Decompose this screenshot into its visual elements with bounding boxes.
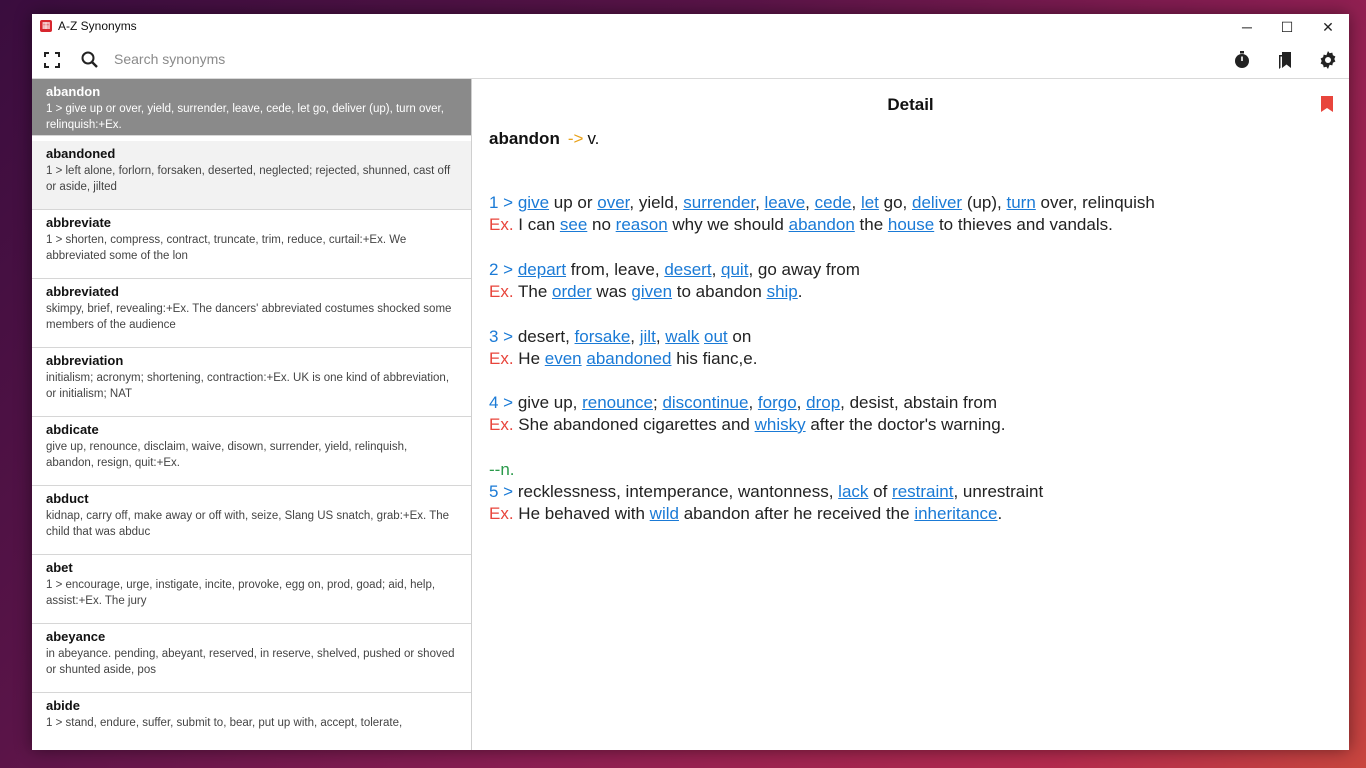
sense-text: . xyxy=(797,282,803,301)
synonym-link[interactable]: deliver xyxy=(912,193,963,212)
synonym-link[interactable]: let xyxy=(860,193,879,212)
sense-text: ; xyxy=(653,393,663,412)
list-item-word: abandoned xyxy=(46,146,116,161)
example-label: Ex. xyxy=(489,504,519,523)
word-list[interactable] xyxy=(32,79,472,750)
title-bar xyxy=(32,14,1349,40)
sense-example-3 xyxy=(489,348,757,370)
list-item-word: abide xyxy=(46,698,80,713)
synonym-link[interactable]: see xyxy=(559,215,588,234)
sense-text: after the doctor's warning. xyxy=(805,415,1006,434)
list-item-definition: in abeyance. pending, abeyant, reserved, in reserve, shelved, pushed or shoved or shunted aside, pos xyxy=(46,648,455,676)
sense-text: , unrestraint xyxy=(953,482,1044,501)
sense-text: of xyxy=(868,482,893,501)
sense-number: 1 > xyxy=(489,193,518,212)
sense-text: I can xyxy=(518,215,560,234)
list-item-word: abduct xyxy=(46,491,89,506)
list-item-abbreviated[interactable] xyxy=(32,279,471,348)
sense-text: , xyxy=(796,393,807,412)
sense-text: He xyxy=(518,349,545,368)
list-item-word: abbreviate xyxy=(46,215,112,230)
sense-text: , desist, abstain from xyxy=(840,393,997,412)
headword-arrow: -> xyxy=(567,129,584,148)
sense-example-1 xyxy=(489,214,1113,236)
sense-example-5 xyxy=(489,503,1002,525)
sense-example-2 xyxy=(489,281,802,303)
list-item-definition: 1 > give up or over, yield, surrender, leave, cede, let go, deliver (up), turn over, relinquish:+Ex. xyxy=(46,103,444,131)
list-item-word: abbreviation xyxy=(46,353,124,368)
app-logo-icon: ▦ xyxy=(41,21,51,31)
minimize-button[interactable]: ─ xyxy=(1242,19,1252,35)
search-input[interactable] xyxy=(114,47,714,71)
bookmark-icon[interactable] xyxy=(1320,95,1334,113)
list-item-word: abdicate xyxy=(46,422,99,437)
synonym-link[interactable]: out xyxy=(704,327,728,346)
list-item-word: abbreviated xyxy=(46,284,119,299)
synonym-link[interactable]: order xyxy=(552,282,592,301)
synonym-link[interactable]: wild xyxy=(649,504,679,523)
synonym-link[interactable]: abandon xyxy=(788,215,855,234)
list-item-abandoned[interactable] xyxy=(32,141,471,210)
sense-text: from, leave, xyxy=(566,260,665,279)
sense-text: abandon after he received the xyxy=(678,504,915,523)
synonym-link[interactable]: drop xyxy=(806,393,841,412)
synonym-link[interactable]: forsake xyxy=(574,327,631,346)
sense-text: , xyxy=(711,260,722,279)
close-button[interactable]: ✕ xyxy=(1322,19,1334,35)
synonym-link[interactable]: turn xyxy=(1006,193,1036,212)
headword-pos: v. xyxy=(587,129,600,148)
sense-example-4 xyxy=(489,414,1005,436)
list-item-definition: initialism; acronym; shortening, contraction:+Ex. UK is one kind of abbreviation, or initialism; NAT xyxy=(46,372,450,400)
synonym-link[interactable]: walk xyxy=(665,327,700,346)
part-of-speech-label: --n. xyxy=(489,460,515,479)
sense-text: . xyxy=(997,504,1003,523)
synonym-link[interactable]: give xyxy=(517,193,550,212)
list-item-abide[interactable] xyxy=(32,693,471,750)
synonym-link[interactable]: restraint xyxy=(892,482,954,501)
synonym-link[interactable]: renounce xyxy=(582,393,653,412)
list-item-definition: 1 > stand, endure, suffer, submit to, bear, put up with, accept, tolerate, xyxy=(46,717,403,729)
sense-text: He behaved with xyxy=(518,504,650,523)
synonym-link[interactable]: abandoned xyxy=(586,349,672,368)
synonym-link[interactable]: given xyxy=(631,282,673,301)
list-item-definition: 1 > encourage, urge, instigate, incite, provoke, egg on, prod, goad; aid, help, assist:+Ex. The jury xyxy=(46,579,436,607)
list-item-abduct[interactable] xyxy=(32,486,471,555)
synonym-link[interactable]: desert xyxy=(664,260,712,279)
sense-text: to thieves and vandals. xyxy=(934,215,1113,234)
sense-text: recklessness, intemperance, wantonness, xyxy=(517,482,839,501)
list-item-definition: 1 > shorten, compress, contract, truncate, trim, reduce, curtail:+Ex. We abbreviated some of the lon xyxy=(46,234,407,262)
sense-text: up or xyxy=(549,193,598,212)
sense-text: , xyxy=(748,393,758,412)
list-item-abbreviation[interactable] xyxy=(32,348,471,417)
sense-text: (up), xyxy=(962,193,1007,212)
sense-number: 5 > xyxy=(489,482,518,501)
sense-synonyms-5 xyxy=(489,481,1043,503)
synonym-link[interactable]: forgo xyxy=(757,393,797,412)
synonym-link[interactable]: lack xyxy=(838,482,869,501)
toolbar xyxy=(32,40,1349,78)
example-label: Ex. xyxy=(489,349,519,368)
synonym-link[interactable]: leave xyxy=(764,193,806,212)
window-title: A-Z Synonyms xyxy=(58,19,137,33)
detail-title: Detail xyxy=(887,95,934,114)
sense-text: go, xyxy=(878,193,912,212)
list-item-definition: kidnap, carry off, make away or off with, seize, Slang US snatch, grab:+Ex. The child that was abduc xyxy=(46,510,450,538)
synonym-link[interactable]: even xyxy=(544,349,582,368)
headword xyxy=(489,129,599,149)
list-item-word: abet xyxy=(46,560,73,575)
sense-text: , xyxy=(630,327,640,346)
headword-text: abandon xyxy=(489,129,560,148)
sense-synonyms-4 xyxy=(489,392,997,414)
list-item-abandon[interactable] xyxy=(32,79,471,136)
list-item-abdicate[interactable] xyxy=(32,417,471,486)
bookmarks-icon[interactable] xyxy=(1273,48,1297,72)
sense-text: desert, xyxy=(517,327,575,346)
sense-number: 3 > xyxy=(489,327,518,346)
sense-text: , xyxy=(805,193,815,212)
sense-text: to abandon xyxy=(672,282,767,301)
synonym-link[interactable]: over xyxy=(597,193,630,212)
synonym-link[interactable]: cede xyxy=(814,193,852,212)
example-label: Ex. xyxy=(489,282,518,301)
app-window xyxy=(32,14,1349,750)
maximize-button[interactable]: ☐ xyxy=(1280,19,1294,35)
sense-synonyms-2 xyxy=(489,259,860,281)
sense-text: over, relinquish xyxy=(1035,193,1155,212)
sense-text: why we should xyxy=(667,215,789,234)
sense-text: , xyxy=(655,327,666,346)
timer-icon[interactable] xyxy=(1230,48,1254,72)
sense-synonyms-1 xyxy=(489,192,1155,214)
sense-synonyms-3 xyxy=(489,326,751,348)
list-item-word: abandon xyxy=(46,84,101,99)
synonym-link[interactable]: house xyxy=(887,215,935,234)
synonym-link[interactable]: jilt xyxy=(639,327,656,346)
example-label: Ex. xyxy=(489,415,519,434)
synonym-link[interactable]: reason xyxy=(615,215,668,234)
sense-text: The xyxy=(517,282,553,301)
sense-text: , xyxy=(755,193,765,212)
sense-text: , xyxy=(851,193,861,212)
list-item-abet[interactable] xyxy=(32,555,471,624)
sense-number: 2 > xyxy=(489,260,518,279)
sense-text: , yield, xyxy=(629,193,684,212)
sense-text: no xyxy=(587,215,616,234)
list-item-definition: give up, renounce, disclaim, waive, disown, surrender, yield, relinquish, abandon, resign, quit:+Ex. xyxy=(46,441,408,469)
synonym-link[interactable]: whisky xyxy=(754,415,806,434)
synonym-link[interactable]: ship xyxy=(766,282,798,301)
synonym-link[interactable]: depart xyxy=(517,260,567,279)
list-item-word: abeyance xyxy=(46,629,106,644)
sense-text: the xyxy=(854,215,888,234)
sense-text: give up, xyxy=(517,393,583,412)
sense-text: She abandoned cigarettes and xyxy=(518,415,755,434)
synonym-link[interactable]: quit xyxy=(721,260,749,279)
list-item-definition: 1 > left alone, forlorn, forsaken, deserted, neglected; rejected, shunned, cast off or aside, jilted xyxy=(46,165,451,193)
synonym-link[interactable]: discontinue xyxy=(662,393,749,412)
fullscreen-icon[interactable] xyxy=(40,48,64,72)
sense-number: 4 > xyxy=(489,393,518,412)
list-item-abeyance[interactable] xyxy=(32,624,471,693)
sense-text: his fianc,e. xyxy=(671,349,758,368)
synonym-link[interactable]: surrender xyxy=(683,193,756,212)
example-label: Ex. xyxy=(489,215,519,234)
list-item-abbreviate[interactable] xyxy=(32,210,471,279)
sense-text: on xyxy=(727,327,752,346)
sense-text: , go away from xyxy=(748,260,860,279)
synonym-link[interactable]: inheritance xyxy=(914,504,998,523)
detail-pane xyxy=(472,79,1349,750)
search-icon[interactable] xyxy=(78,48,102,72)
settings-icon[interactable] xyxy=(1316,48,1340,72)
sense-text: was xyxy=(591,282,632,301)
list-item-definition: skimpy, brief, revealing:+Ex. The dancers' abbreviated costumes shocked some members of the audience xyxy=(46,303,452,331)
